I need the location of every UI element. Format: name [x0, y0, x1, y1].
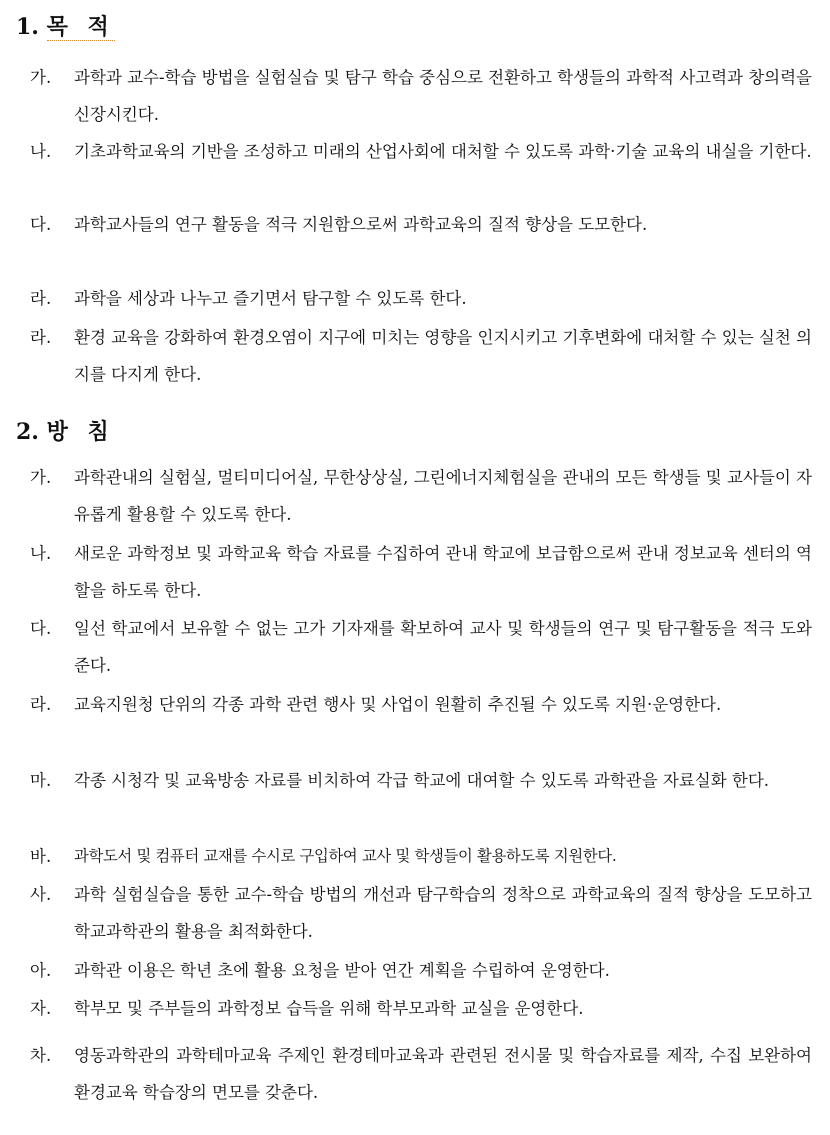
item-text: 과학과 교수-학습 방법을 실험실습 및 탐구 학습 중심으로 전환하고 학생들의 과학적 사고력과 창의력을 신장시킨다.	[74, 68, 812, 124]
item-marker: 자.	[30, 999, 52, 1018]
list-item	[30, 459, 812, 533]
item-marker: 바.	[30, 847, 52, 866]
item-text: 과학관내의 실험실, 멀티미디어실, 무한상상실, 그린에너지체험실을 관내의 모든 학생들 및 교사들이 자유롭게 활용할 수 있도록 한다.	[74, 468, 812, 524]
section-number: 1.	[16, 14, 39, 40]
section-title-policy	[16, 417, 115, 447]
item-marker: 아.	[30, 961, 52, 980]
item-marker: 가.	[30, 468, 52, 487]
item-marker: 나.	[30, 142, 52, 161]
item-text: 과학을 세상과 나누고 즐기면서 탐구할 수 있도록 한다.	[74, 289, 467, 308]
list-item	[30, 319, 812, 393]
list-item	[30, 206, 812, 243]
item-text: 과학관 이용은 학년 초에 활용 요청을 받아 연간 계획을 수립하여 운영한다.	[74, 961, 610, 980]
item-marker: 라.	[30, 289, 52, 308]
item-marker: 가.	[30, 68, 52, 87]
item-marker: 라.	[30, 695, 52, 714]
item-marker: 다.	[30, 215, 52, 234]
list-item	[30, 990, 812, 1027]
list-item	[30, 686, 812, 723]
item-text: 각종 시청각 및 교육방송 자료를 비치하여 각급 학교에 대여할 수 있도록 과학관을 자료실화 한다.	[74, 771, 770, 790]
list-item	[30, 535, 812, 609]
item-text: 기초과학교육의 기반을 조성하고 미래의 산업사회에 대처할 수 있도록 과학·기술 교육의 내실을 기한다.	[74, 142, 812, 161]
list-item	[30, 610, 812, 684]
section-title-purpose	[16, 12, 115, 42]
section-heading-text: 방 침	[46, 419, 115, 445]
item-text: 과학도서 및 컴퓨터 교재를 수시로 구입하여 교사 및 학생들이 활용하도록 지원한다.	[74, 847, 617, 865]
item-text: 환경 교육을 강화하여 환경오염이 지구에 미치는 영향을 인지시키고 기후변화에 대처할 수 있는 실천 의지를 다지게 한다.	[74, 328, 812, 384]
section-number: 2.	[16, 419, 39, 445]
item-text: 학부모 및 주부들의 과학정보 습득을 위해 학부모과학 교실을 운영한다.	[74, 999, 584, 1018]
item-text: 과학 실험실습을 통한 교수-학습 방법의 개선과 탐구학습의 정착으로 과학교육의 질적 향상을 도모하고 학교과학관의 활용을 최적화한다.	[74, 885, 812, 941]
section-heading-text: 목 적	[46, 14, 115, 40]
list-item	[30, 1037, 812, 1111]
item-marker: 마.	[30, 771, 52, 790]
list-item	[30, 838, 812, 875]
item-marker: 사.	[30, 885, 52, 904]
item-text: 과학교사들의 연구 활동을 적극 지원함으로써 과학교육의 질적 향상을 도모한다.	[74, 215, 648, 234]
item-marker: 나.	[30, 544, 52, 563]
item-text: 새로운 과학정보 및 과학교육 학습 자료를 수집하여 관내 학교에 보급함으로써 관내 정보교육 센터의 역할을 하도록 한다.	[74, 544, 812, 600]
item-text: 영동과학관의 과학테마교육 주제인 환경테마교육과 관련된 전시물 및 학습자료를 제작, 수집 보완하여 환경교육 학습장의 면모를 갖춘다.	[74, 1046, 812, 1102]
item-marker: 라.	[30, 328, 52, 347]
list-item	[30, 952, 812, 989]
item-marker: 차.	[30, 1046, 52, 1065]
item-text: 교육지원청 단위의 각종 과학 관련 행사 및 사업이 원활히 추진될 수 있도록 지원·운영한다.	[74, 695, 722, 714]
list-item	[30, 762, 812, 799]
list-item	[30, 280, 812, 317]
list-item	[30, 133, 812, 170]
item-text: 일선 학교에서 보유할 수 없는 고가 기자재를 확보하여 교사 및 학생들의 연구 및 탐구활동을 적극 도와준다.	[74, 619, 813, 675]
list-item	[30, 876, 812, 950]
list-item	[30, 59, 812, 133]
item-marker: 다.	[30, 619, 52, 638]
